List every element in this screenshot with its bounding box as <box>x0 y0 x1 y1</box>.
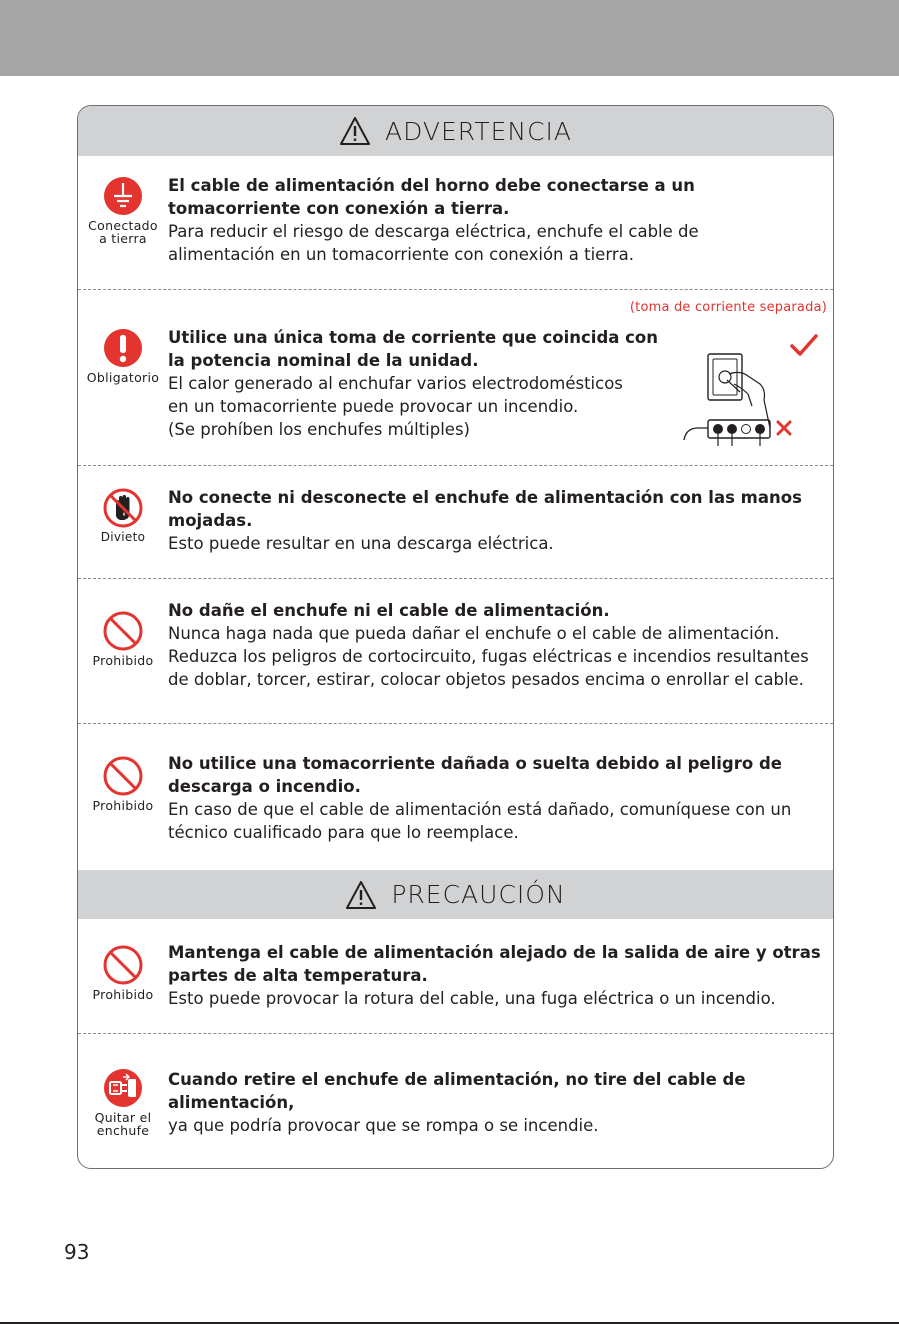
item-text <box>168 752 791 844</box>
item-text <box>168 1068 746 1137</box>
icon-label: Divieto <box>100 530 146 544</box>
item-body-line: técnico cualificado para que lo reemplace. <box>168 823 519 842</box>
unplug-icon <box>103 1068 143 1108</box>
top-header-bar <box>0 0 899 76</box>
outlet-illustration <box>682 324 828 448</box>
item-body-line: de doblar, torcer, estirar, colocar objetos pesados encima o enrollar el cable. <box>168 670 804 689</box>
item-title-line: Mantenga el cable de alimentación alejado de la salida de aire y otras <box>168 943 821 962</box>
item-body-line: Nunca haga nada que pueda dañar el enchufe o el cable de alimentación. <box>168 624 780 643</box>
prohibited-icon-wrap <box>78 756 168 812</box>
item-title-line: alimentación, <box>168 1093 295 1112</box>
dashed-divider <box>78 578 833 579</box>
check-icon <box>792 336 816 354</box>
item-body-line: En caso de que el cable de alimentación está dañado, comuníquese con un <box>168 800 792 819</box>
item-title-line: El cable de alimentación del horno debe conectarse a un <box>168 176 695 195</box>
item-body-line: Esto puede resultar en una descarga eléctrica. <box>168 534 554 553</box>
caution-header <box>78 870 833 919</box>
warning-header-title: ADVERTENCIA <box>384 116 573 146</box>
unplug-icon-wrap <box>78 1068 168 1137</box>
prohibited-icon-wrap <box>78 945 168 1001</box>
item-title-line: partes de alta temperatura. <box>168 966 428 985</box>
item-text <box>168 599 809 691</box>
item-title-line: mojadas. <box>168 511 253 530</box>
prohibited-icon-wrap <box>78 611 168 667</box>
item-text <box>168 486 802 555</box>
dashed-divider <box>78 465 833 466</box>
ground-icon <box>103 176 143 216</box>
item-text <box>168 174 699 266</box>
prohibited-icon <box>103 611 143 651</box>
dashed-divider <box>78 289 833 290</box>
item-body-line: Reduzca los peligros de cortocircuito, fugas eléctricas e incendios resultantes <box>168 647 809 666</box>
item-title-line: la potencia nominal de la unidad. <box>168 351 479 370</box>
wet-hand-prohibited-icon <box>103 488 143 528</box>
warning-triangle-icon <box>339 116 371 146</box>
prohibited-icon <box>103 756 143 796</box>
x-icon <box>778 422 790 434</box>
item-body-line: ya que podría provocar que se rompa o se incendie. <box>168 1116 599 1135</box>
item-title-line: Cuando retire el enchufe de alimentación, no tire del cable de <box>168 1070 746 1089</box>
item-title-line: tomacorriente con conexión a tierra. <box>168 199 510 218</box>
prohibited-icon <box>103 945 143 985</box>
item-title-line: Utilice una única toma de corriente que coincida con <box>168 328 658 347</box>
item-text <box>168 326 658 441</box>
page-number: 93 <box>64 1240 90 1264</box>
wet-hand-icon-wrap <box>78 488 168 544</box>
warning-header <box>78 106 833 156</box>
item-title-line: No conecte ni desconecte el enchufe de alimentación con las manos <box>168 488 802 507</box>
item-body-line: El calor generado al enchufar varios electrodomésticos <box>168 374 623 393</box>
item-body-line: alimentación en un tomacorriente con conexión a tierra. <box>168 245 634 264</box>
dashed-divider <box>78 1033 833 1034</box>
item-body-line: (Se prohíben los enchufes múltiples) <box>168 420 470 439</box>
mandatory-icon-wrap <box>78 328 168 384</box>
icon-label: Conectado a tierra <box>88 218 158 246</box>
caution-header-title: PRECAUCIÓN <box>391 880 566 909</box>
item-body-line: en un tomacorriente puede provocar un incendio. <box>168 397 579 416</box>
item-title-line: No dañe el enchufe ni el cable de alimentación. <box>168 601 610 620</box>
safety-panel <box>77 105 834 1169</box>
mandatory-exclamation-icon <box>103 328 143 368</box>
item-text <box>168 941 821 1010</box>
item-title-line: No utilice una tomacorriente dañada o suelta debido al peligro de <box>168 754 782 773</box>
dashed-divider <box>78 723 833 724</box>
item-title-line: descarga o incendio. <box>168 777 361 796</box>
separate-outlet-note: (toma de corriente separada) <box>629 300 827 315</box>
icon-label: Obligatorio <box>86 370 160 385</box>
icon-label: Quitar el enchufe <box>94 1110 152 1138</box>
item-body-line: Esto puede provocar la rotura del cable, una fuga eléctrica o un incendio. <box>168 989 776 1008</box>
icon-label: Prohibido <box>92 653 154 668</box>
warning-triangle-icon <box>345 880 377 910</box>
ground-icon-wrap <box>78 176 168 245</box>
item-body-line: Para reducir el riesgo de descarga eléctrica, enchufe el cable de <box>168 222 699 241</box>
icon-label: Prohibido <box>92 987 154 1002</box>
icon-label: Prohibido <box>92 798 154 813</box>
